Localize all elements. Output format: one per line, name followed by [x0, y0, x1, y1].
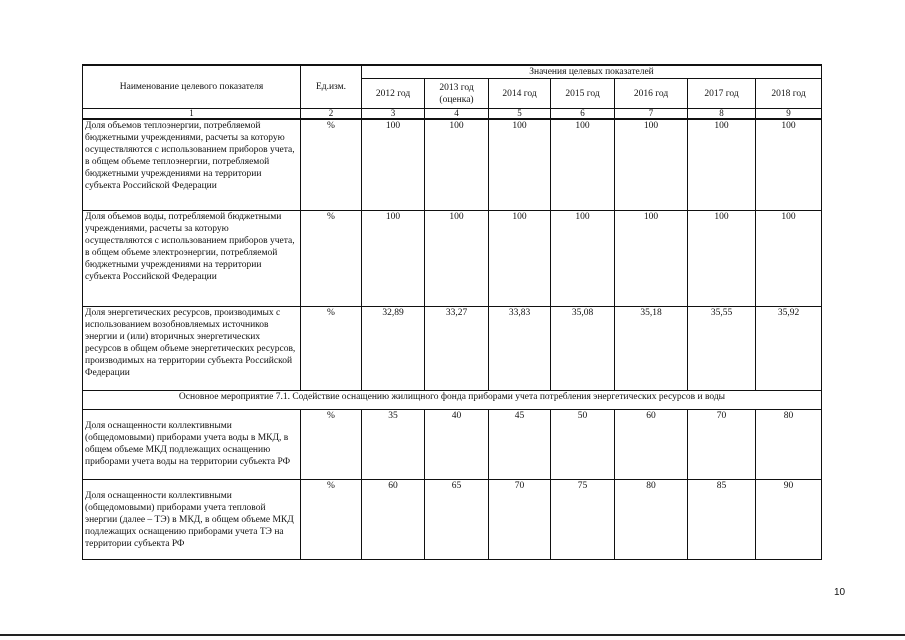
header-year: 2012 год [362, 79, 425, 109]
section-row [83, 390, 822, 409]
header-target-values: Значения целевых показателей [362, 65, 822, 79]
indicator-value: 35,08 [551, 306, 615, 390]
page-bottom-rule [0, 634, 905, 636]
indicator-unit: % [301, 306, 362, 390]
indicator-value: 100 [615, 210, 688, 306]
column-number: 3 [362, 109, 425, 120]
header-year: 2014 год [489, 79, 551, 109]
header-year: 2018 год [756, 79, 822, 109]
section-title: Основное мероприятие 7.1. Содействие оснащению жилищного фонда приборами учета потребления энергетических ресурсов и воды [83, 390, 822, 409]
indicator-value: 100 [688, 210, 756, 306]
indicator-value: 35 [362, 409, 425, 479]
indicator-value: 100 [362, 210, 425, 306]
indicator-value: 65 [425, 479, 489, 559]
indicator-value: 60 [615, 409, 688, 479]
indicator-value: 100 [688, 119, 756, 210]
column-number: 8 [688, 109, 756, 120]
column-number: 1 [83, 109, 301, 120]
indicator-name: Доля объемов теплоэнергии, потребляемой бюджетными учреждениями, расчеты за которую осуществляются с использованием приборов учета, в общем объеме теплоэнергии, потребляемой бюджетными учреждениями на территории субъекта Российской Федерации [83, 119, 301, 210]
indicator-value: 80 [756, 409, 822, 479]
indicator-value: 90 [756, 479, 822, 559]
indicator-value: 33,27 [425, 306, 489, 390]
indicator-value: 100 [756, 119, 822, 210]
table-row [83, 306, 822, 390]
column-number-row [83, 109, 822, 120]
indicator-value: 35,18 [615, 306, 688, 390]
indicator-value: 100 [615, 119, 688, 210]
indicator-value: 100 [551, 210, 615, 306]
header-indicator-name: Наименование целевого показателя [83, 65, 301, 109]
indicator-value: 33,83 [489, 306, 551, 390]
indicator-value: 100 [551, 119, 615, 210]
header-year: 2017 год [688, 79, 756, 109]
table-row [83, 210, 822, 306]
column-number: 4 [425, 109, 489, 120]
indicator-value: 45 [489, 409, 551, 479]
indicator-value: 40 [425, 409, 489, 479]
header-year: 2015 год [551, 79, 615, 109]
indicator-value: 100 [425, 119, 489, 210]
column-number: 2 [301, 109, 362, 120]
header-unit: Ед.изм. [301, 65, 362, 109]
table-row [83, 479, 822, 559]
indicator-name: Доля оснащенности коллективными (общедомовыми) приборами учета воды в МКД, в общем объеме МКД подлежащих оснащению приборами учета воды на территории субъекта РФ [83, 409, 301, 479]
indicator-value: 100 [425, 210, 489, 306]
column-number: 9 [756, 109, 822, 120]
indicator-value: 70 [688, 409, 756, 479]
indicator-value: 80 [615, 479, 688, 559]
indicator-value: 70 [489, 479, 551, 559]
page-number: 10 [834, 587, 846, 598]
indicator-value: 32,89 [362, 306, 425, 390]
indicator-name: Доля энергетических ресурсов, производимых с использованием возобновляемых источников энергии и (или) вторичных энергетических ресурсов в общем объеме энергетических ресурсов, производимых на территории субъекта Российской Федерации [83, 306, 301, 390]
table-row [83, 119, 822, 210]
target-indicators-table [82, 64, 822, 560]
indicator-value: 100 [756, 210, 822, 306]
indicator-value: 35,92 [756, 306, 822, 390]
indicator-value: 75 [551, 479, 615, 559]
indicator-name: Доля объемов воды, потребляемой бюджетными учреждениями, расчеты за которую осуществляются с использованием приборов учета, в общем объеме электроэнергии, потребляемой бюджетными учреждениями на территории субъекта Российской Федерации [83, 210, 301, 306]
indicator-value: 100 [362, 119, 425, 210]
indicator-value: 100 [489, 210, 551, 306]
indicator-unit: % [301, 409, 362, 479]
indicator-value: 35,55 [688, 306, 756, 390]
indicator-value: 100 [489, 119, 551, 210]
table-row [83, 409, 822, 479]
column-number: 5 [489, 109, 551, 120]
header-year: 2016 год [615, 79, 688, 109]
indicator-value: 85 [688, 479, 756, 559]
indicator-unit: % [301, 479, 362, 559]
indicator-unit: % [301, 119, 362, 210]
indicator-name: Доля оснащенности коллективными (общедомовыми) приборами учета тепловой энергии (далее – ТЭ) в МКД, в общем объеме МКД подлежащих оснащению приборами учета ТЭ на территории субъекта РФ [83, 479, 301, 559]
indicator-unit: % [301, 210, 362, 306]
header-year: 2013 год (оценка) [425, 79, 489, 109]
indicator-value: 60 [362, 479, 425, 559]
indicator-value: 50 [551, 409, 615, 479]
column-number: 7 [615, 109, 688, 120]
column-number: 6 [551, 109, 615, 120]
